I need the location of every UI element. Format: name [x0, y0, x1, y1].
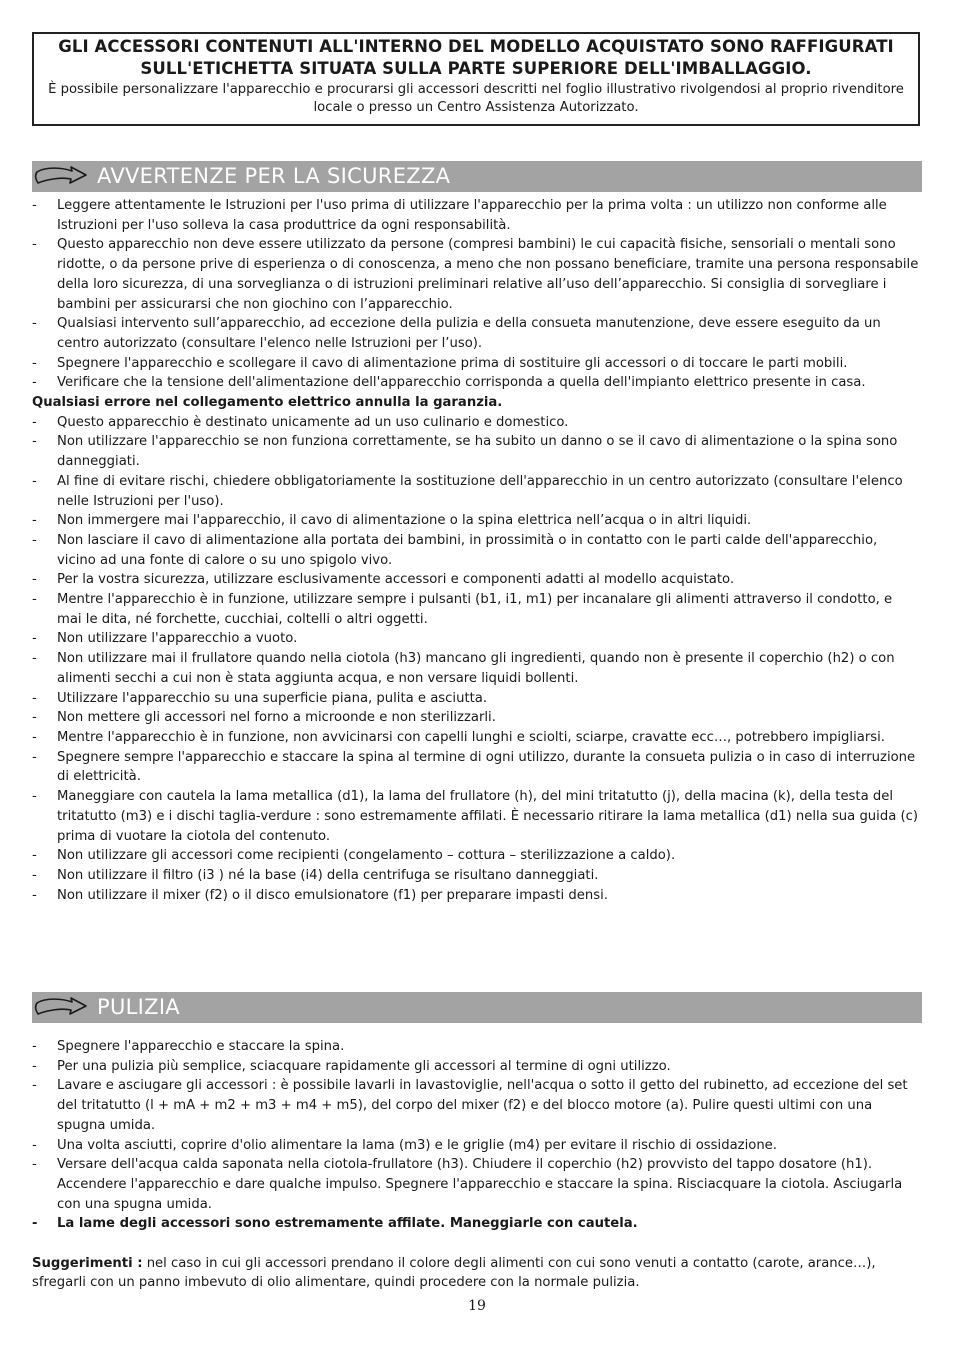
list-item — [32, 886, 920, 906]
list-item — [32, 846, 920, 866]
bullet-dash: - — [32, 887, 37, 903]
list-item-text: Non utilizzare l'apparecchio a vuoto. — [57, 631, 298, 647]
list-item — [32, 748, 920, 787]
bullet-dash: - — [32, 1039, 37, 1054]
safety-list — [32, 196, 920, 905]
tip-label: Suggerimenti : — [32, 1255, 143, 1271]
bullet-dash: - — [32, 198, 37, 213]
bullet-dash: - — [32, 532, 37, 548]
bullet-dash: - — [32, 1137, 37, 1153]
bullet-dash: - — [32, 1078, 37, 1094]
list-item — [32, 866, 920, 886]
bullet-dash: - — [32, 414, 37, 430]
list-item — [32, 708, 920, 728]
list-item-text: Non immergere mai l'apparecchio, il cavo di alimentazione o la spina elettrica nell’acqua o in altri liquidi. — [57, 513, 752, 529]
bullet-dash: - — [32, 651, 37, 667]
bullet-dash: - — [32, 867, 37, 883]
list-item — [32, 354, 920, 374]
list-item-text: Mentre l'apparecchio è in funzione, utilizzare sempre i pulsanti (b1, i1, m1) per incanalare gli alimenti attraverso il condotto, e mai le dita, né forchette, cucchiai, coltelli o altri oggetti. — [57, 592, 893, 627]
page-number: 19 — [468, 1298, 486, 1314]
bullet-dash: - — [32, 848, 37, 864]
list-item — [32, 196, 920, 235]
bullet-dash: - — [32, 729, 37, 745]
list-item — [32, 629, 920, 649]
bullet-dash: - — [32, 355, 37, 371]
notice-text: È possibile personalizzare l'apparecchio e procurarsi gli accessori descritti nel foglio illustrativo rivolgendosi al proprio rivenditore locale o presso un Centro Assistenza Autorizzato. — [48, 82, 904, 115]
list-item-text: Maneggiare con cautela la lama metallica (d1), la lama del frullatore (h), del mini tritatutto (j), della macina (k), della testa del tritatutto (m3) e i dischi taglia-verdure : sono estremamente affilati. È necessario ritirare la lama metallica (d1) nella sua guida (c) prima di vuotare la ciotola del contenuto. — [57, 789, 919, 844]
list-item — [32, 1214, 920, 1234]
bullet-dash: - — [32, 572, 37, 588]
bullet-dash: - — [32, 316, 37, 332]
list-item-text: Non utilizzare il mixer (f2) o il disco emulsionatore (f1) per preparare impasti densi. — [57, 887, 608, 903]
list-item — [32, 432, 920, 471]
safety-section-header — [32, 161, 922, 192]
list-item-text: Versare dell'acqua calda saponata nella ciotola-frullatore (h3). Chiudere il coperchio (h2) provvisto del tappo dosatore (h1). Accendere l'apparecchio e dare qualche impulso. Spegnere l'apparecchio e staccare la spina. Risciacquare la ciotola. Asciugarla con una spugna umida. — [57, 1157, 903, 1212]
arrow-icon — [34, 993, 88, 1021]
list-item-text: Spegnere sempre l'apparecchio e staccare la spina al termine di ogni utilizzo, durante la consueta pulizia o in caso di interruzione di elettricità. — [57, 749, 916, 785]
accessories-notice — [32, 32, 920, 126]
list-item-text: Non utilizzare mai il frullatore quando nella ciotola (h3) mancano gli ingredienti, quando non è presente il coperchio (h2) o con alimenti secchi a cui non è stata aggiunta acqua, e non versare liquidi bollenti. — [57, 651, 895, 686]
list-item — [32, 1057, 920, 1077]
list-item — [32, 787, 920, 846]
list-item — [32, 314, 920, 353]
list-item — [32, 511, 920, 531]
tip-paragraph — [32, 1254, 920, 1293]
bullet-dash: - — [32, 473, 37, 489]
arrow-icon — [34, 162, 88, 190]
cleaning-list — [32, 1037, 920, 1293]
list-item — [32, 472, 920, 511]
list-item — [32, 235, 920, 314]
list-item-text: Per la vostra sicurezza, utilizzare esclusivamente accessori e componenti adatti al modello acquistato. — [57, 572, 735, 588]
list-item-text: Una volta asciutti, coprire d'olio alimentare la lama (m3) e le griglie (m4) per evitare il rischio di ossidazione. — [57, 1137, 777, 1153]
bullet-dash: - — [32, 1216, 38, 1232]
section-title: PULIZIA — [97, 995, 180, 1019]
list-item-text: Non mettere gli accessori nel forno a microonde e non sterilizzarli. — [57, 710, 496, 726]
bullet-dash: - — [32, 690, 37, 706]
list-item-text: Qualsiasi intervento sull’apparecchio, ad eccezione della pulizia e della consueta manutenzione, deve essere eseguito da un centro autorizzato (consultare l'elenco nelle Istruzioni per l’uso). — [57, 316, 881, 351]
list-item-text: Lavare e asciugare gli accessori : è possibile lavarli in lavastoviglie, nell'acqua o sotto il getto del rubinetto, ad eccezione del set del tritatutto (l + mA + m2 + m3 + m4 + m5), del corpo del mixer (f2) e del blocco motore (a). Pulire questi ultimi con una spugna umida. — [57, 1078, 908, 1133]
bullet-dash: - — [32, 1058, 37, 1074]
list-item — [32, 1136, 920, 1156]
section-title: AVVERTENZE PER LA SICUREZZA — [97, 164, 451, 188]
list-item-text: Non utilizzare il filtro (i3 ) né la base (i4) della centrifuga se risultano danneggiati. — [57, 867, 599, 883]
list-item — [32, 373, 920, 393]
list-item-text: Verificare che la tensione dell'alimentazione dell'apparecchio corrisponda a quella dell'impianto elettrico presente in casa. — [57, 375, 866, 391]
warranty-note: Qualsiasi errore nel collegamento elettrico annulla la garanzia. — [32, 395, 503, 411]
list-item-text: Spegnere l'apparecchio e scollegare il cavo di alimentazione prima di sostituire gli accessori o di toccare le parti mobili. — [57, 355, 848, 371]
list-item-text: Per una pulizia più semplice, sciacquare rapidamente gli accessori al termine di ogni utilizzo. — [57, 1058, 671, 1074]
list-item — [32, 570, 920, 590]
bullet-dash: - — [32, 710, 37, 726]
list-item-text: La lame degli accessori sono estremamente affilate. Maneggiarle con cautela. — [57, 1216, 638, 1232]
list-item — [32, 689, 920, 709]
list-item-text: Spegnere l'apparecchio e staccare la spina. — [57, 1039, 345, 1054]
cleaning-section-header — [32, 992, 922, 1023]
bullet-dash: - — [32, 789, 37, 805]
bullet-dash: - — [32, 237, 37, 253]
list-item-text: Questo apparecchio è destinato unicamente ad un uso culinario e domestico. — [57, 414, 569, 430]
spacer — [32, 1234, 920, 1254]
list-item-text: Non utilizzare l'apparecchio se non funziona correttamente, se ha subito un danno o se il cavo di alimentazione o la spina sono danneggiati. — [57, 434, 898, 470]
list-item-text: Leggere attentamente le Istruzioni per l'uso prima di utilizzare l'apparecchio per la prima volta : un utilizzo non conforme alle Istruzioni per l'uso solleva la casa produttrice da ogni responsabilità. — [57, 198, 887, 233]
bullet-dash: - — [32, 631, 37, 647]
bullet-dash: - — [32, 1157, 37, 1173]
list-item-text: Non lasciare il cavo di alimentazione alla portata dei bambini, in prossimità o in contatto con le parti calde dell'apparecchio, vicino ad una fonte di calore o su uno spigolo vivo. — [57, 532, 878, 568]
tip-text: nel caso in cui gli accessori prendano il colore degli alimenti con cui sono venuti a contatto (carote, arance…), sfregarli con un panno imbevuto di olio alimentare, quindi procedere con la normale pulizia. — [32, 1255, 876, 1291]
list-item — [32, 1076, 920, 1135]
list-item-text: Mentre l'apparecchio è in funzione, non avvicinarsi con capelli lunghi e sciolti, sciarpe, cravatte ecc…, potrebbero impigliarsi. — [57, 729, 885, 745]
list-item — [32, 590, 920, 629]
list-item — [32, 531, 920, 570]
bullet-dash: - — [32, 592, 37, 608]
list-item-text: Non utilizzare gli accessori come recipienti (congelamento – cottura – sterilizzazione a caldo). — [57, 848, 676, 864]
list-item — [32, 413, 920, 433]
bullet-dash: - — [32, 375, 37, 391]
list-item-text: Al fine di evitare rischi, chiedere obbligatoriamente la sostituzione dell'apparecchio in un centro autorizzato (consultare l'elenco nelle Istruzioni per l'uso). — [57, 473, 903, 509]
notice-title: GLI ACCESSORI CONTENUTI ALL'INTERNO DEL MODELLO ACQUISTATO SONO RAFFIGURATI SULL'ETICHETTA SITUATA SULLA PARTE SUPERIORE DELL'IMBALLAGGIO. — [58, 37, 894, 78]
list-item — [32, 1037, 920, 1057]
list-item-text: Questo apparecchio non deve essere utilizzato da persone (compresi bambini) le cui capacità fisiche, sensoriali o mentali sono ridotte, o da persone prive di esperienza o di conoscenza, a meno che non possano beneficiare, tramite una persona responsabile della loro sicurezza, di una sorveglianza o di istruzioni preliminari relative all’uso dell’apparecchio. Si consiglia di sorvegliare i bambini per assicurarsi che non giochino con l’apparecchio. — [57, 237, 919, 312]
list-item-text: Utilizzare l'apparecchio su una superficie piana, pulita e asciutta. — [57, 690, 488, 706]
bullet-dash: - — [32, 434, 37, 450]
bullet-dash: - — [32, 749, 37, 765]
list-item — [32, 649, 920, 688]
bullet-dash: - — [32, 513, 37, 529]
list-item — [32, 728, 920, 748]
list-item — [32, 1155, 920, 1214]
